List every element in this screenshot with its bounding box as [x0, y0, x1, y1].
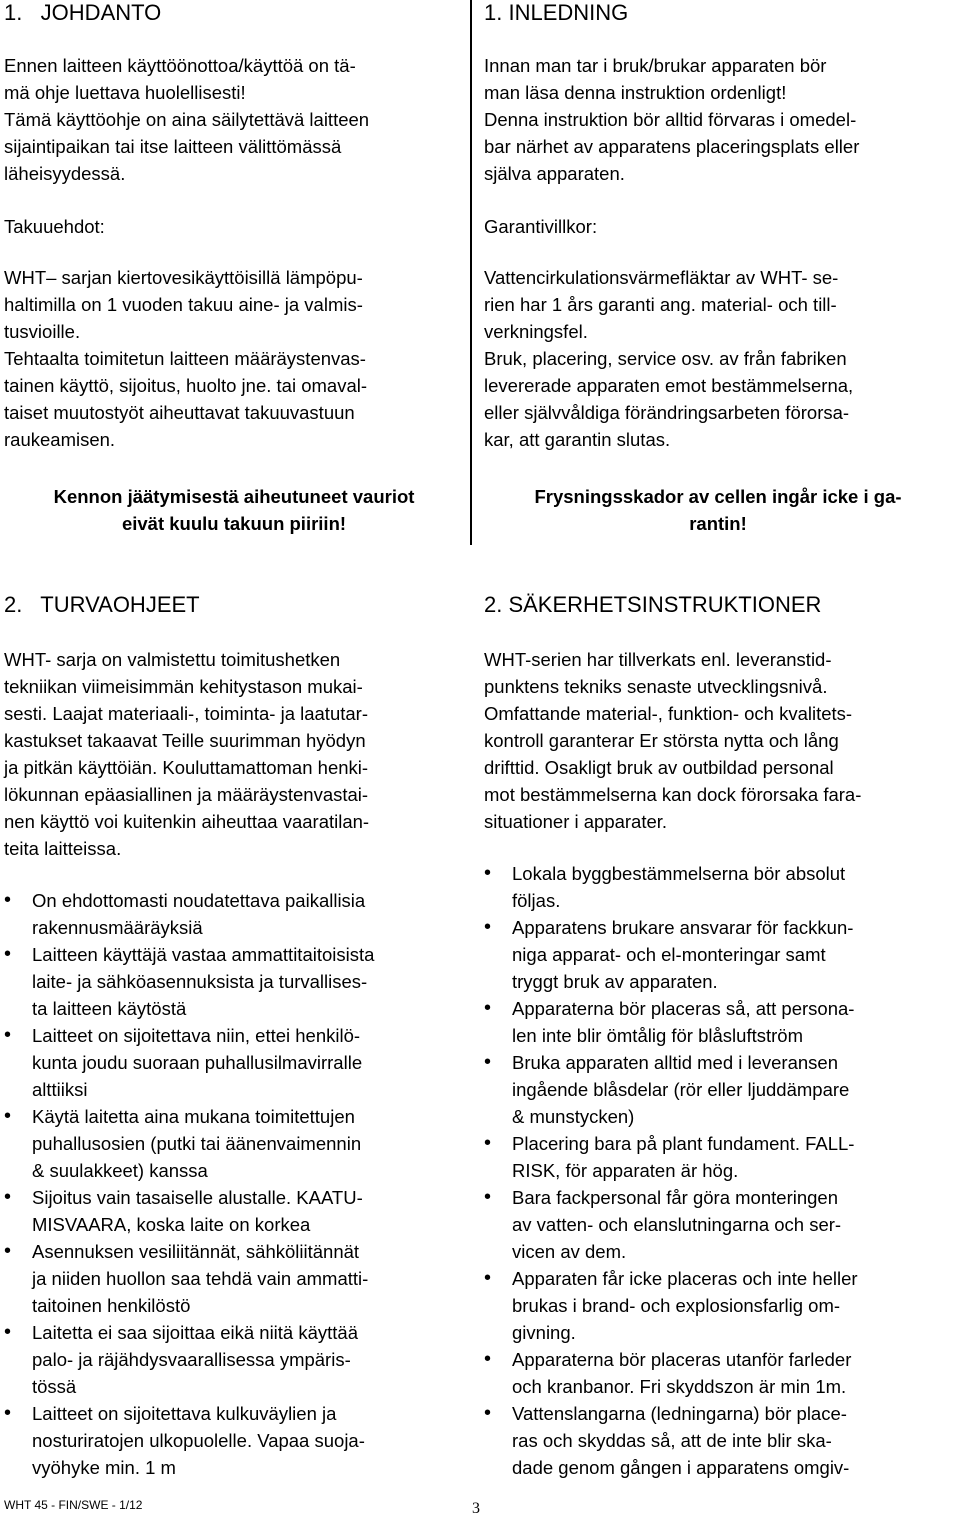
list-item: [484, 1400, 956, 1481]
text-line: Denna instruktion bör alltid förvaras i omedel-: [484, 109, 857, 130]
text-line: kastukset takaavat Teille suurimman hyödyn: [4, 730, 366, 751]
text-line: läheisyydessä.: [4, 163, 126, 184]
text-line: ja pitkän käyttöiän. Kouluttamattoman henki-: [4, 757, 369, 778]
list-item-line: • Apparatens brukare ansvarar för fackkun-: [512, 917, 854, 938]
list-item-line: dade genom gången i apparatens omgiv-: [512, 1457, 850, 1478]
list-item: [4, 1022, 466, 1103]
list-item: [4, 1184, 466, 1238]
text-line: rien har 1 års garanti ang. material- och till-: [484, 294, 837, 315]
list-item-line: • Käytä laitetta aina mukana toimitettujen: [32, 1106, 355, 1127]
list-item-line: • Laitetta ei saa sijoittaa eikä niitä käyttää: [32, 1322, 358, 1343]
text-line: verkningsfel.: [484, 321, 588, 342]
list-item-line: alttiiksi: [32, 1079, 88, 1100]
list-item-line: brukas i brand- och explosionsfarlig om-: [512, 1295, 841, 1316]
text-line: lökunnan epäasiallinen ja määräystenvastai-: [4, 784, 369, 805]
fi-section1-heading: 1. JOHDANTO: [4, 0, 162, 25]
list-item-line: • Lokala byggbestämmelserna bör absolut: [512, 863, 846, 884]
list-item-line: puhallusosien (putki tai äänenvaimennin: [32, 1133, 362, 1154]
list-item-line: ingående blåsdelar (rör eller ljuddämpare: [512, 1079, 850, 1100]
list-item: [4, 1400, 466, 1481]
list-item-line: taitoinen henkilöstö: [32, 1295, 191, 1316]
text-line: mä ohje luettava huolellisesti!: [4, 82, 246, 103]
list-item-line: • Asennuksen vesiliitännät, sähköliitännät: [32, 1241, 360, 1262]
list-item-line: • Bruka apparaten alltid med i leveransen: [512, 1052, 838, 1073]
text-line: haltimilla on 1 vuoden takuu aine- ja valmis-: [4, 294, 363, 315]
sv-safety-list: [484, 860, 956, 1481]
list-item: [484, 995, 956, 1049]
text-line: nen käyttö voi kuitenkin aiheuttaa vaaratilan-: [4, 811, 370, 832]
list-item: [484, 1049, 956, 1130]
list-item-line: & suulakkeet) kanssa: [32, 1160, 208, 1181]
list-item-line: tössä: [32, 1376, 77, 1397]
list-item: [4, 1319, 466, 1400]
text-line: Vattencirkulationsvärmefläktar av WHT- se-: [484, 267, 839, 288]
list-item-line: • Apparaten får icke placeras och inte heller: [512, 1268, 858, 1289]
list-item-line: palo- ja räjähdysvaarallisessa ympäris-: [32, 1349, 351, 1370]
text-line: Kennon jäätymisestä aiheutuneet vauriot: [53, 486, 415, 507]
text-line: sijaintipaikan tai itse laitteen välittömässä: [4, 136, 342, 157]
document-footer: WHT 45 - FIN/SWE - 1/12: [4, 1498, 143, 1512]
text-line: man läsa denna instruktion ordenligt!: [484, 82, 787, 103]
list-item-line: ta laitteen käytöstä: [32, 998, 187, 1019]
sv-safety-paragraph: [484, 646, 956, 835]
text-line: teita laitteissa.: [4, 838, 122, 859]
text-line: WHT-serien har tillverkats enl. leveranstid-: [484, 649, 832, 670]
text-line: mot bestämmelserna kan dock förorsaka fara-: [484, 784, 862, 805]
text-line: WHT- sarja on valmistettu toimitushetken: [4, 649, 341, 670]
list-item-line: och kranbanor. Fri skyddszon är min 1m.: [512, 1376, 847, 1397]
list-item: [484, 1346, 956, 1400]
list-item-line: MISVAARA, koska laite on korkea: [32, 1214, 311, 1235]
text-line: kar, att garantin slutas.: [484, 429, 671, 450]
list-item-line: vyöhyke min. 1 m: [32, 1457, 176, 1478]
page-number: 3: [472, 1500, 480, 1517]
text-line: kontroll garanterar Er största nytta och lång: [484, 730, 839, 751]
sv-frost-notice: [484, 483, 952, 537]
list-item-line: • Vattenslangarna (ledningarna) bör place-: [512, 1403, 847, 1424]
list-item-line: • Apparaterna bör placeras så, att persona-: [512, 998, 855, 1019]
list-item-line: kunta joudu suoraan puhallusilmavirralle: [32, 1052, 363, 1073]
column-divider: [470, 0, 472, 545]
list-item-line: rakennusmääräyksiä: [32, 917, 203, 938]
text-line: tusvioille.: [4, 321, 81, 342]
list-item: [484, 860, 956, 914]
list-item: [4, 1238, 466, 1319]
list-item-line: laite- ja sähköasennuksista ja turvallises-: [32, 971, 368, 992]
text-line: själva apparaten.: [484, 163, 625, 184]
text-line: bar närhet av apparatens placeringsplats eller: [484, 136, 860, 157]
text-line: Innan man tar i bruk/brukar apparaten bör: [484, 55, 827, 76]
list-item-line: • Sijoitus vain tasaiselle alustalle. KAATU-: [32, 1187, 363, 1208]
list-item: [4, 941, 466, 1022]
text-line: Omfattande material-, funktion- och kvalitets-: [484, 703, 853, 724]
list-item-line: RISK, för apparaten är hög.: [512, 1160, 739, 1181]
list-item-line: • Laitteet on sijoitettava niin, ettei henkilö-: [32, 1025, 361, 1046]
list-item-line: niga apparat- och el-monteringar samt: [512, 944, 826, 965]
sv-intro-paragraph: [484, 52, 956, 187]
list-item-line: följas.: [512, 890, 561, 911]
list-item-line: • Placering bara på plant fundament. FALL-: [512, 1133, 855, 1154]
text-line: Ennen laitteen käyttöönottoa/käyttöä on tä-: [4, 55, 356, 76]
text-line: Tämä käyttöohje on aina säilytettävä laitteen: [4, 109, 370, 130]
list-item-line: • Laitteen käyttäjä vastaa ammattitaitoisista: [32, 944, 375, 965]
list-item-line: • On ehdottomasti noudatettava paikallisia: [32, 890, 366, 911]
text-line: tainen käyttö, sijoitus, huolto jne. tai omaval-: [4, 375, 367, 396]
sv-warranty-heading: Garantivillkor:: [484, 216, 598, 237]
text-line: eivät kuulu takuun piiriin!: [121, 513, 347, 534]
text-line: drifttid. Osakligt bruk av outbildad personal: [484, 757, 834, 778]
text-line: Frysningsskador av cellen ingår icke i ga-: [534, 486, 902, 507]
list-item-line: ja niiden huollon saa tehdä vain ammatti-: [32, 1268, 369, 1289]
text-line: taiset muutostyöt aiheuttavat takuuvastuun: [4, 402, 355, 423]
list-item-line: • Apparaterna bör placeras utanför farleder: [512, 1349, 852, 1370]
text-line: WHT– sarjan kiertovesikäyttöisillä lämpöpu-: [4, 267, 363, 288]
text-line: raukeamisen.: [4, 429, 116, 450]
list-item-line: nosturiratojen ulkopuolelle. Vapaa suoja-: [32, 1430, 365, 1451]
list-item-line: • Laitteet on sijoitettava kulkuväylien ja: [32, 1403, 337, 1424]
list-item-line: len inte blir ömtålig för blåsluftström: [512, 1025, 803, 1046]
fi-intro-paragraph: [4, 52, 466, 187]
text-line: situationer i apparater.: [484, 811, 668, 832]
text-line: Tehtaalta toimitetun laitteen määräystenvas-: [4, 348, 366, 369]
sv-warranty-paragraph: [484, 264, 956, 453]
fi-warranty-paragraph: [4, 264, 466, 453]
sv-section1-heading: 1. INLEDNING: [484, 0, 629, 25]
list-item: [484, 1130, 956, 1184]
list-item-line: & munstycken): [512, 1106, 635, 1127]
fi-frost-notice: [4, 483, 464, 537]
list-item: [4, 1103, 466, 1184]
list-item-line: givning.: [512, 1322, 576, 1343]
list-item: [484, 1265, 956, 1346]
text-line: tekniikan viimeisimmän kehitystason mukai-: [4, 676, 363, 697]
fi-warranty-heading: Takuuehdot:: [4, 216, 105, 237]
fi-safety-paragraph: [4, 646, 466, 862]
text-line: Bruk, placering, service osv. av från fabriken: [484, 348, 847, 369]
text-line: levererade apparaten emot bestämmelserna,: [484, 375, 854, 396]
text-line: punktens tekniks senaste utvecklingsnivå.: [484, 676, 828, 697]
fi-section2-heading: 2. TURVAOHJEET: [4, 592, 200, 617]
list-item: [484, 1184, 956, 1265]
list-item-line: • Bara fackpersonal får göra monteringen: [512, 1187, 838, 1208]
list-item-line: vicen av dem.: [512, 1241, 627, 1262]
list-item: [484, 914, 956, 995]
text-line: rantin!: [689, 513, 747, 534]
text-line: sesti. Laajat materiaali-, toiminta- ja laatutar-: [4, 703, 368, 724]
fi-safety-list: [4, 887, 466, 1481]
list-item-line: tryggt bruk av apparaten.: [512, 971, 718, 992]
list-item-line: av vatten- och elanslutningarna och ser-: [512, 1214, 842, 1235]
list-item: [4, 887, 466, 941]
list-item-line: ras och skyddas så, att de inte blir ska-: [512, 1430, 832, 1451]
sv-section2-heading: 2. SÄKERHETSINSTRUKTIONER: [484, 592, 822, 617]
text-line: eller självvåldiga förändringsarbeten förorsa-: [484, 402, 850, 423]
